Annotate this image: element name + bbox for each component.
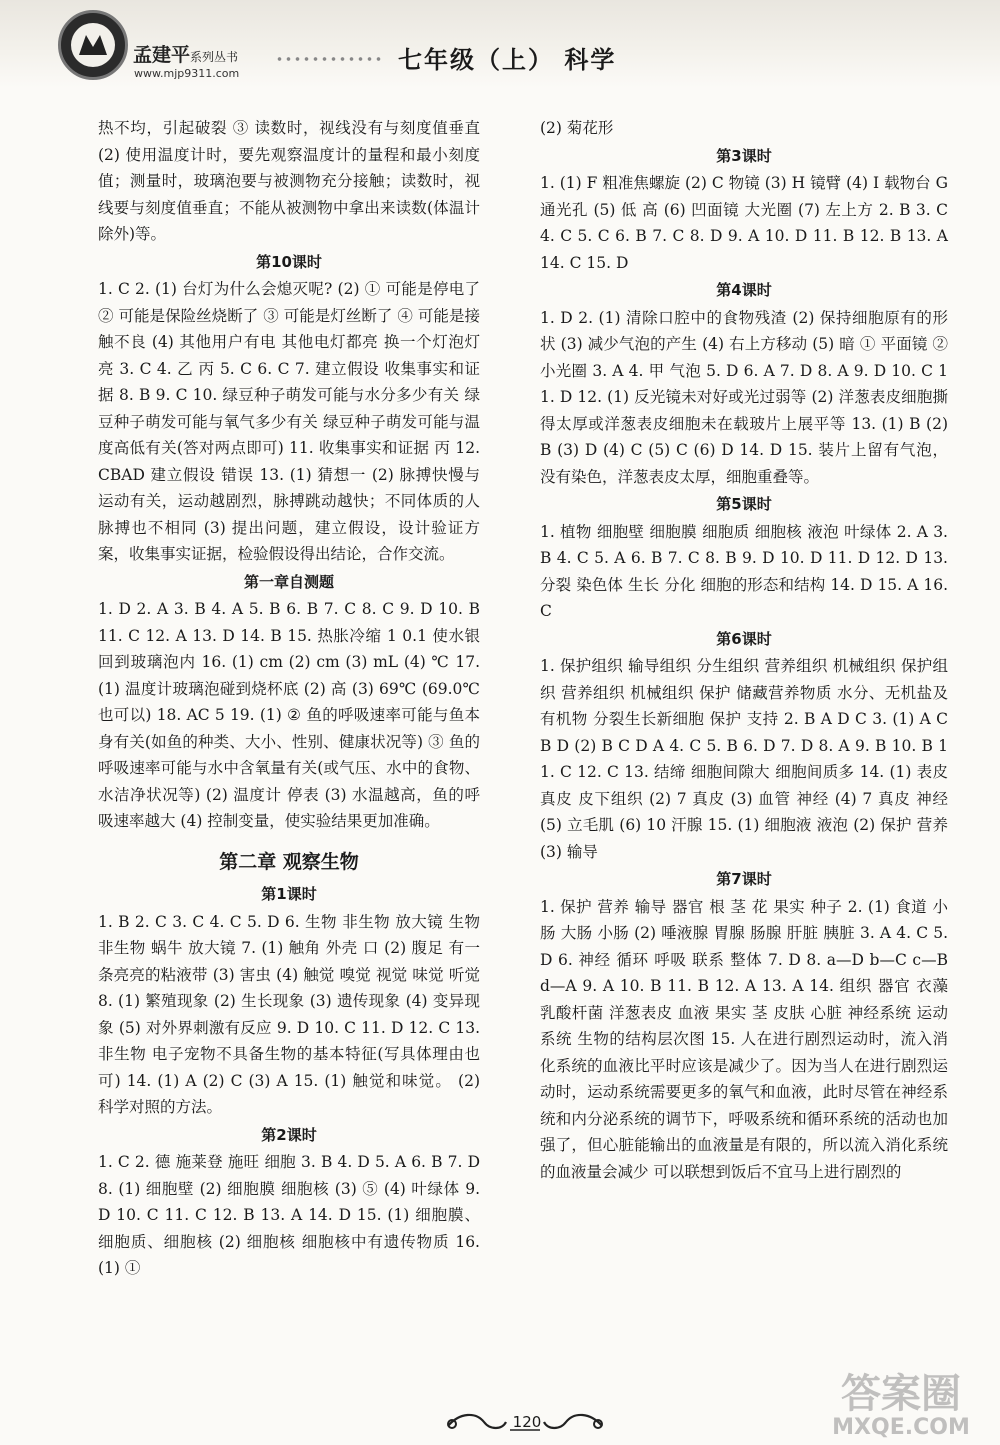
answer-paragraph: 1. 植物 细胞壁 细胞膜 细胞质 细胞核 液泡 叶绿体 2. A 3. B 4. C 5. A 6. B 7. C 8. B 9. D 10. D 11. D 12. D 13. 分裂 染色体 生长 分化 细胞的形态和结构 14. D 15. A 16. C bbox=[540, 522, 948, 620]
left-column bbox=[98, 115, 480, 1282]
answer-paragraph: 热不均，引起破裂 ③ 读数时，视线没有与刻度值垂直 (2) 使用温度计时，要先观察温度计的量程和最小刻度值；测量时，玻璃泡要与被测物充分接触；读数时，视线要与刻度值垂直；不能从被测物中拿出来读数(体温计除外)等。 bbox=[98, 119, 480, 243]
section-title: 第10课时 bbox=[256, 252, 322, 271]
section-title: 第6课时 bbox=[716, 629, 772, 648]
answer-paragraph: 1. D 2. (1) 清除口腔中的食物残渣 (2) 保持细胞原有的形状 (3) 减少气泡的产生 (4) 右上方移动 (5) 暗 ① 平面镜 ② 小光圈 3. A 4. 甲 气泡 5. D 6. A 7. D 8. A 9. D 10. C 11. D 12. (1) 反光镜未对好或光过弱等 (2) 洋葱表皮细胞撕得太厚或洋葱表皮细胞未在载玻片上展平等 13. (1) B (2) B (3) D (4) C (5) C (6) D 14. D 15. 装片上留有气泡，没有染色，洋葱表皮太厚，细胞重叠等。 bbox=[540, 308, 948, 486]
page-header bbox=[0, 0, 1000, 88]
section-title: 第一章自测题 bbox=[243, 572, 334, 591]
series-brand bbox=[133, 40, 238, 67]
website-url: www.mjp9311.com bbox=[134, 67, 240, 80]
watermark-url: MXQE.COM bbox=[832, 1415, 970, 1440]
answer-paragraph: 1. 保护组织 输导组织 分生组织 营养组织 机械组织 保护组织 营养组织 机械组织 保护 储藏营养物质 水分、无机盐及有机物 分裂生长新细胞 保护 支持 2. B A D C 3. (1) A C B D (2) B C D A 4. C 5. B 6. D 7. D 8. A 9. B 10. B 11. C 12. C 13. 结缔 细胞间隙大 细胞间质多 14. (1) 表皮 真皮 皮下组织 (2) 7 真皮 (3) 血管 神经 (4) 7 真皮 神经 (5) 立毛肌 (6) 10 汗腺 15. (1) 细胞液 液泡 (2) 保护 营养 (3) 输导 bbox=[540, 657, 948, 861]
section-title: 第7课时 bbox=[716, 870, 772, 888]
answer-paragraph: (2) 菊花形 bbox=[540, 119, 614, 137]
answer-paragraph: 1. B 2. C 3. C 4. C 5. D 6. 生物 非生物 放大镜 生物 非生物 蜗牛 放大镜 7. (1) 触角 外壳 口 (2) 腹足 有一条亮亮的粘液带 (3) 害虫 (4) 触觉 嗅觉 视觉 味觉 听觉 8. (1) 繁殖现象 (2) 生长现象 (3) 遗传现象 (4) 变异现象 (5) 对外界刺激有反应 9. D 10. C 11. D 12. C 13. 非生物 电子宠物不具备生物的基本特征(写具体理由也可) 14. (1) A (2) C (3) A 15. (1) 触觉和味觉。 (2) 科学对照的方法。 bbox=[98, 912, 480, 1116]
answer-paragraph: 1. C 2. (1) 台灯为什么会熄灭呢? (2) ① 可能是停电了 ② 可能是保险丝烧断了 ③ 可能是灯丝断了 ④ 可能是接触不良 (4) 其他用户有电 其他电灯都亮 换一个灯泡灯亮 3. C 4. 乙 丙 5. C 6. C 7. 建立假设 收集事实和证据 8. B 9. C 10. 绿豆种子萌发可能与水分多少有关 绿豆种子萌发可能与氧气多少有关 绿豆种子萌发可能与温度高低有关(答对两点即可) 11. 收集事实和证据 丙 12. CBAD 建立假设 错误 13. (1) 猜想一 (2) 脉搏快慢与运动有关，运动越剧烈，脉搏跳动越快；不同体质的人脉搏也不相同 (3) 提出问题，建立假设，设计验证方案，收集事实证据，检验假设得出结论，合作交流。 bbox=[98, 280, 480, 563]
section-title: 第1课时 bbox=[261, 885, 317, 903]
answer-paragraph: 1. 保护 营养 输导 器官 根 茎 花 果实 种子 2. (1) 食道 小肠 大肠 小肠 (2) 唾液腺 胃腺 肠腺 肝脏 胰脏 3. A 4. C 5. D 6. 神经 循环 呼吸 联系 整体 7. D 8. a—D b—C c—B d—A 9. A 10. B 11. B 12. A 13. A 14. 组织 器官 衣藻 乳酸杆菌 洋葱表皮 血液 果实 茎 皮肤 心脏 神经系统 运动系统 生物的结构层次图 15. 人在进行剧烈运动时，流入消化系统的血液比平时应该是减少了。因为当人在进行剧烈运动时，运动系统需要更多的氧气和血液，此时尽管在神经系统和内分泌系统的调节下，呼吸系统和循环系统的活动也加强了，但心脏能输出的血液量是有限的，所以流入消化系统的血液量会减少 可以联想到饭后不宜马上进行剧烈的 bbox=[540, 897, 948, 1181]
chapter-title: 第二章 观察生物 bbox=[219, 850, 359, 873]
section-title: 第5课时 bbox=[716, 495, 772, 513]
watermark bbox=[806, 1372, 996, 1442]
answer-paragraph: 1. D 2. A 3. B 4. A 5. B 6. B 7. C 8. C 9. D 10. B 11. C 12. A 13. D 14. B 15. 热胀冷缩 1 0.1 使水银回到玻璃泡内 16. (1) cm (2) cm (3) mL (4) ℃ 17. (1) 温度计玻璃泡碰到烧杯底 (2) 高 (3) 69℃ (69.0℃也可以) 18. AC 5 19. (1) ② 鱼的呼吸速率可能与鱼本身有关(如鱼的种类、大小、性别、健康状况等) ③ 鱼的呼吸速率可能与水中含氧量有关(或气压、水中的食物、水洁净状况等) (2) 温度计 停表 (3) 水温越高，鱼的呼吸速率越大 (4) 控制变量，使实验结果更加准确。 bbox=[98, 600, 480, 830]
page-number: 120 bbox=[512, 1413, 542, 1431]
right-column bbox=[540, 115, 948, 1185]
header-dotted-divider bbox=[275, 56, 385, 62]
section-title: 第4课时 bbox=[716, 281, 772, 299]
publisher-logo-icon bbox=[58, 10, 128, 80]
watermark-title: 答案圈 bbox=[841, 1371, 961, 1417]
series-brand-name: 孟建平 bbox=[133, 44, 191, 66]
logo-inner bbox=[71, 23, 115, 67]
book-title: 七年级（上） 科学 bbox=[398, 46, 617, 74]
series-brand-suffix: 系列丛书 bbox=[190, 50, 239, 64]
answer-paragraph: 1. (1) F 粗准焦螺旋 (2) C 物镜 (3) H 镜臂 (4) I 载物台 G 通光孔 (5) 低 高 (6) 凹面镜 大光圈 (7) 左上方 2. B 3. C 4. C 5. C 6. B 7. C 8. D 9. A 10. D 11. B 12. B 13. A 14. C 15. D bbox=[540, 174, 948, 272]
section-title: 第2课时 bbox=[261, 1125, 317, 1144]
answer-paragraph: 1. C 2. 德 施莱登 施旺 细胞 3. B 4. D 5. A 6. B 7. D 8. (1) 细胞壁 (2) 细胞膜 细胞核 (3) ⑤ (4) 叶绿体 9. D 10. C 11. C 12. B 13. A 14. D 15. (1) 细胞膜、细胞质、细胞核 (2) 细胞核 细胞核中有遗传物质 16. (1) ① bbox=[98, 1153, 480, 1277]
section-title: 第3课时 bbox=[716, 146, 772, 165]
